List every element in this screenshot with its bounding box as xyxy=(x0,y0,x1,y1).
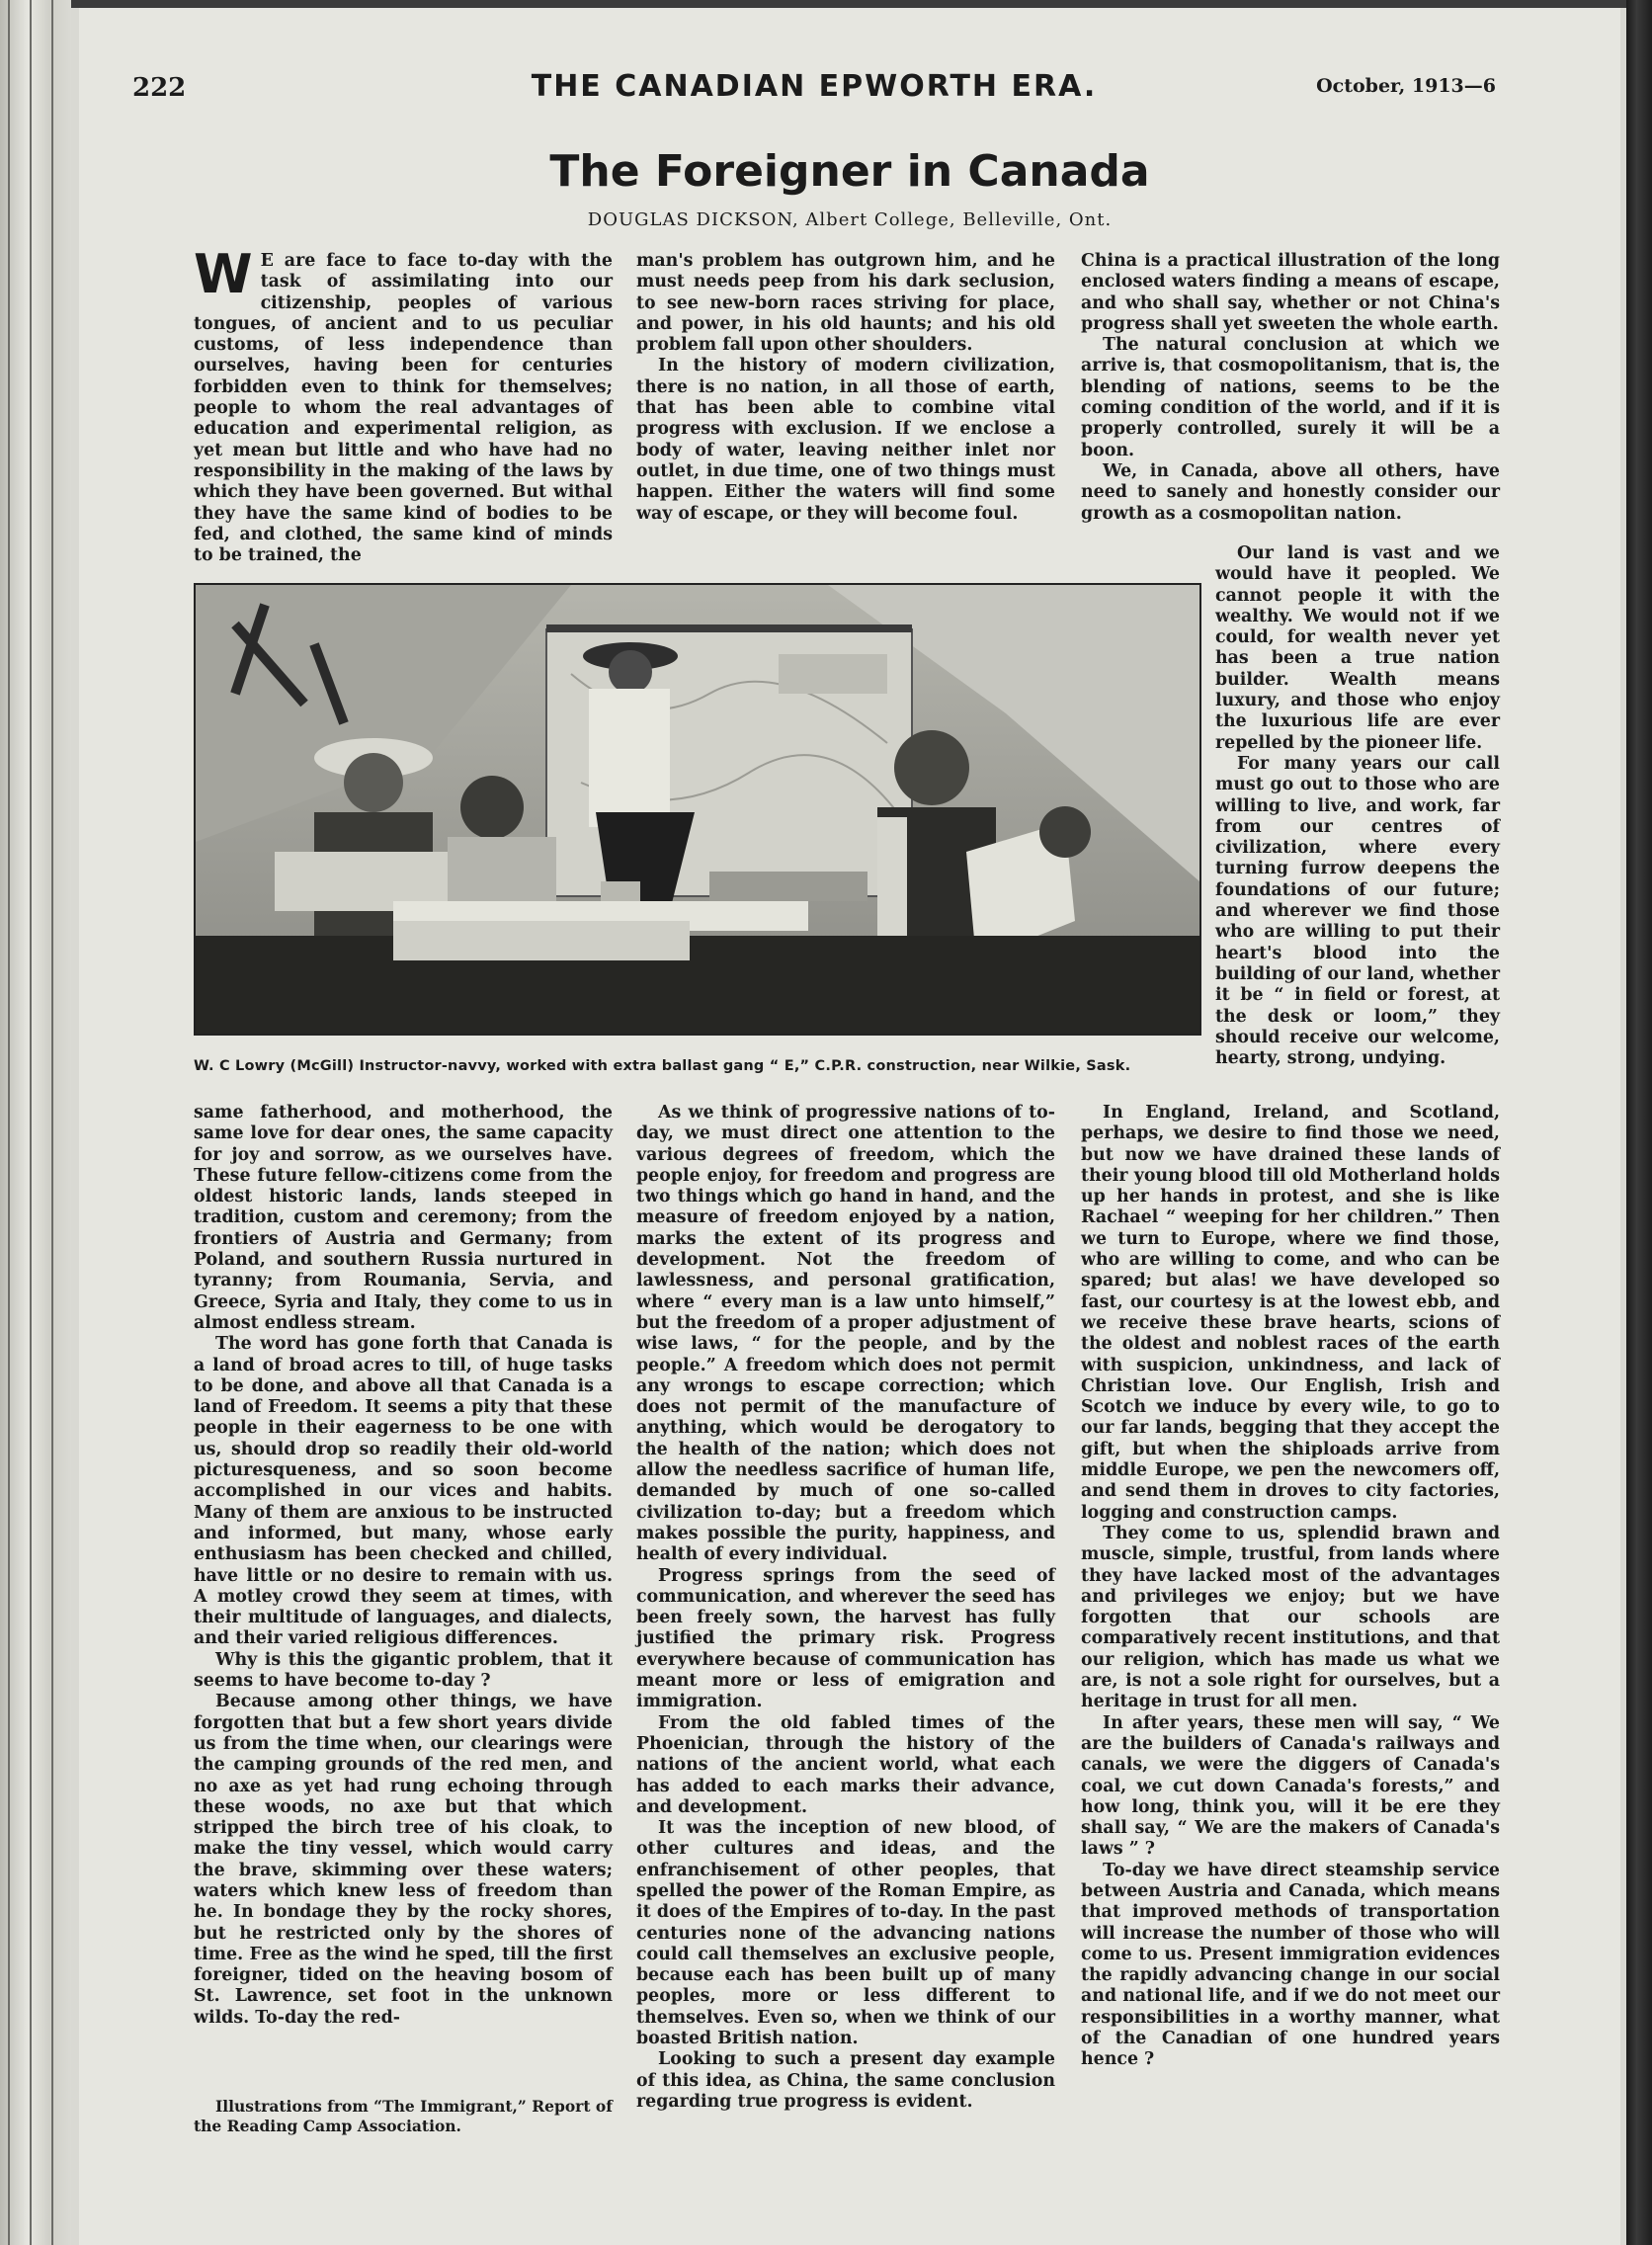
article-byline: DOUGLAS DICKSON, Albert College, Belleville, Ont. xyxy=(587,209,1113,230)
photo-caption: W. C Lowry (McGill) Instructor-navvy, worked with extra ballast gang “ E,” C.P.R. construction, near Wilkie, Sask. xyxy=(194,1058,1131,1074)
paragraph: The word has gone forth that Canada is a land of broad acres to till, of huge tasks to be done, and above all that Canada is a land of Freedom. It seems a pity that these people in their eagerness to be one with us, should drop so readily their old-world picturesqueness, and so soon become accomplished in our vices and habits. Many of them are anxious to be instructed and informed, but many, whose early enthusiasm has been checked and chilled, have little or no desire to remain with us. A motley crowd they seem at times, with their multitude of languages, and dialects, and their varied religious differences. xyxy=(194,1334,613,1649)
binding-line xyxy=(51,0,53,2245)
column-4 xyxy=(194,1103,613,2029)
paragraph: From the old fabled times of the Phoenician, through the history of the nations of the ancient world, what each has added to each marks their advance, and development. xyxy=(636,1712,1055,1817)
paragraph: Our land is vast and we would have it peopled. We cannot people it with the wealthy. We would not if we could, for wealth never yet has been a true nation builder. Wealth means luxury, and those who enjoy the luxurious life are ever repelled by the pioneer life. xyxy=(1215,543,1500,753)
paragraph: E are face to face to-day with the task of assimilating into our citizenship, peoples of various tongues, of ancient and to us peculiar customs, of less independence than ourselves, having been for centuries forbidden even to think for themselves; people to whom the real advantages of education and experimental religion, as yet mean but little and who have had no responsibility in the making of the laws by which they have been governed. But withal they have the same kind of bodies to be fed, and clothed, the same kind of minds to be trained, the xyxy=(194,251,613,566)
column-5 xyxy=(636,1103,1055,2113)
footnote-text: Illustrations from “The Immigrant,” Report of the Reading Camp Association. xyxy=(194,2097,613,2135)
column-3-narrow xyxy=(1215,543,1500,1069)
binding-line xyxy=(30,0,32,2245)
running-header xyxy=(132,69,1496,109)
paragraph: In England, Ireland, and Scotland, perhaps, we desire to find those we need, but now we have drained these lands of their young blood till old Motherland holds up her hands in protest, and she is like Rachael “ weeping for her children.” Then we turn to Europe, where we find those, who are willing to come, and who can be spared; but alas! we have developed so fast, our courtesy is at the lowest ebb, and we receive these brave hearts, scions of the oldest and noblest races of the earth with suspicion, unkindness, and lack of Christian love. Our English, Irish and Scotch we induce by every wile, to go to our far lands, begging that they accept the gift, but when the shiploads arrive from middle Europe, we pen the newcomers off, and send them in droves to city factories, logging and construction camps. xyxy=(1081,1103,1500,1523)
paragraph: Progress springs from the seed of communication, and wherever the seed has been freely sown, the harvest has fully justified the primary risk. Progress everywhere because of communication has meant more or less of emigration and immigration. xyxy=(636,1565,1055,1712)
paragraph: In the history of modern civilization, there is no nation, in all those of earth, that has been able to combine vital progress with exclusion. If we enclose a body of water, leaving neither inlet nor outlet, in due time, one of two things must happen. Either the waters will find some way of escape, or they will become foul. xyxy=(636,356,1055,524)
paragraph: man's problem has outgrown him, and he must needs peep from his dark seclusion, to see new-born races striving for place, and power, in his old haunts; and his old problem fall upon other shoulders. xyxy=(636,251,1055,356)
paragraph: As we think of progressive nations of to-day, we must direct one attention to the various degrees of freedom, which the people enjoy, for freedom and progress are two things which go hand in hand, and the measure of freedom enjoyed by a nation, marks the extent of its progress and development. Not the freedom of lawlessness, and personal gratification, where “ every man is a law unto himself,” but the freedom of a proper adjustment of wise laws, “ for the people, and by the people.” A freedom which does not permit any wrongs to escape correction; which does not permit of the manufacture of anything, which would be derogatory to the health of the nation; which does not allow the needless sacrifice of human life, demanded by much of one so-called civilization to-day; but a freedom which makes possible the purity, happiness, and health of every individual. xyxy=(636,1103,1055,1565)
paragraph: The natural conclusion at which we arrive is, that cosmopolitanism, that is, the blending of nations, seems to be the coming condition of the world, and if it is properly controlled, surely it will be a boon. xyxy=(1081,335,1500,460)
book-binding xyxy=(0,0,71,2245)
paragraph: In after years, these men will say, “ We are the builders of Canada's railways and canals, we were the diggers of Canada's coal, we cut down Canada's forests,” and how long, think you, will it be ere they shall say, “ We are the makers of Canada's laws ” ? xyxy=(1081,1712,1500,1860)
issue-date: October, 1913—6 xyxy=(1316,75,1496,97)
page-top-edge xyxy=(0,0,1652,8)
paragraph: China is a practical illustration of the long enclosed waters finding a means of escape, and who shall say, whether or not China's progress shall yet sweeten the whole earth. xyxy=(1081,251,1500,334)
binding-line xyxy=(8,0,10,2245)
camp-photograph xyxy=(194,583,1201,1036)
paragraph: Looking to such a present day example of this idea, as China, the same conclusion regarding true progress is evident. xyxy=(636,2049,1055,2112)
paragraph: To-day we have direct steamship service between Austria and Canada, which means that improved methods of transportation will increase the number of those who will come to us. Present immigration evidences the rapidly advancing change in our social and national life, and if we do not meet our responsibilities in a worthy manner, what of the Canadian of one hundred years hence ? xyxy=(1081,1860,1500,2070)
photo-illustration xyxy=(196,585,1199,1034)
column-3 xyxy=(1081,251,1500,525)
paragraph: Because among other things, we have forgotten that but a few short years divide us from the time when, our clearings were the camping grounds of the red men, and no axe as yet had rung echoing through these woods, no axe but that which stripped the birch tree of his cloak, to make the tiny vessel, which would carry the brave, skimming over these waters; waters which knew less of freedom than he. In bondage they by the rocky shores, but he restricted only by the shores of time. Free as the wind he sped, till the first foreigner, tided on the heaving bosom of St. Lawrence, set foot in the unknown wilds. To-day the red- xyxy=(194,1692,613,2028)
paragraph: We, in Canada, above all others, have need to sanely and honestly consider our growth as a cosmopolitan nation. xyxy=(1081,460,1500,524)
paragraph: same fatherhood, and motherhood, the same love for dear ones, the same capacity for joy and sorrow, as we ourselves have. These future fellow-citizens come from the oldest historic lands, lands steeped in tradition, custom and ceremony; from the frontiers of Austria and Germany; from Poland, and southern Russia nurtured in tyranny; from Roumania, Servia, and Greece, Syria and Italy, they come to us in almost endless stream. xyxy=(194,1103,613,1333)
masthead: THE CANADIAN EPWORTH ERA. xyxy=(531,69,1098,104)
column-6 xyxy=(1081,1103,1500,2071)
paragraph: Why is this the gigantic problem, that it seems to have become to-day ? xyxy=(194,1649,613,1692)
paragraph: For many years our call must go out to those who are willing to live, and work, far from our centres of civilization, where every turning furrow deepens the foundations of our future; and wherever we find those who are willing to put their heart's blood into the building of our land, whether it be “ in field or forest, at the desk or loom,” they should receive our welcome, hearty, strong, undying. xyxy=(1215,753,1500,1069)
drop-cap: W xyxy=(194,243,253,305)
article-title: The Foreigner in Canada xyxy=(549,146,1150,197)
column-1 xyxy=(194,243,613,566)
page-number: 222 xyxy=(132,73,187,103)
paragraph: They come to us, splendid brawn and muscle, simple, trustful, from lands where they have lacked most of the advantages and privileges we enjoy; but we have forgotten that our schools are comparatively recent institutions, and that our religion, which has made us what we are, is not a sole right for ourselves, but a heritage in trust for all men. xyxy=(1081,1523,1500,1712)
page-right-edge xyxy=(1626,0,1652,2245)
paragraph: It was the inception of new blood, of other cultures and ideas, and the enfranchisement of other peoples, that spelled the power of the Roman Empire, as it does of the Empires of to-day. In the past centuries none of the advancing nations could call themselves an exclusive people, because each has been built up of many peoples, more or less different to themselves. Even so, when we think of our boasted British nation. xyxy=(636,1818,1055,2049)
illustration-credit xyxy=(194,2097,613,2136)
column-2 xyxy=(636,251,1055,525)
